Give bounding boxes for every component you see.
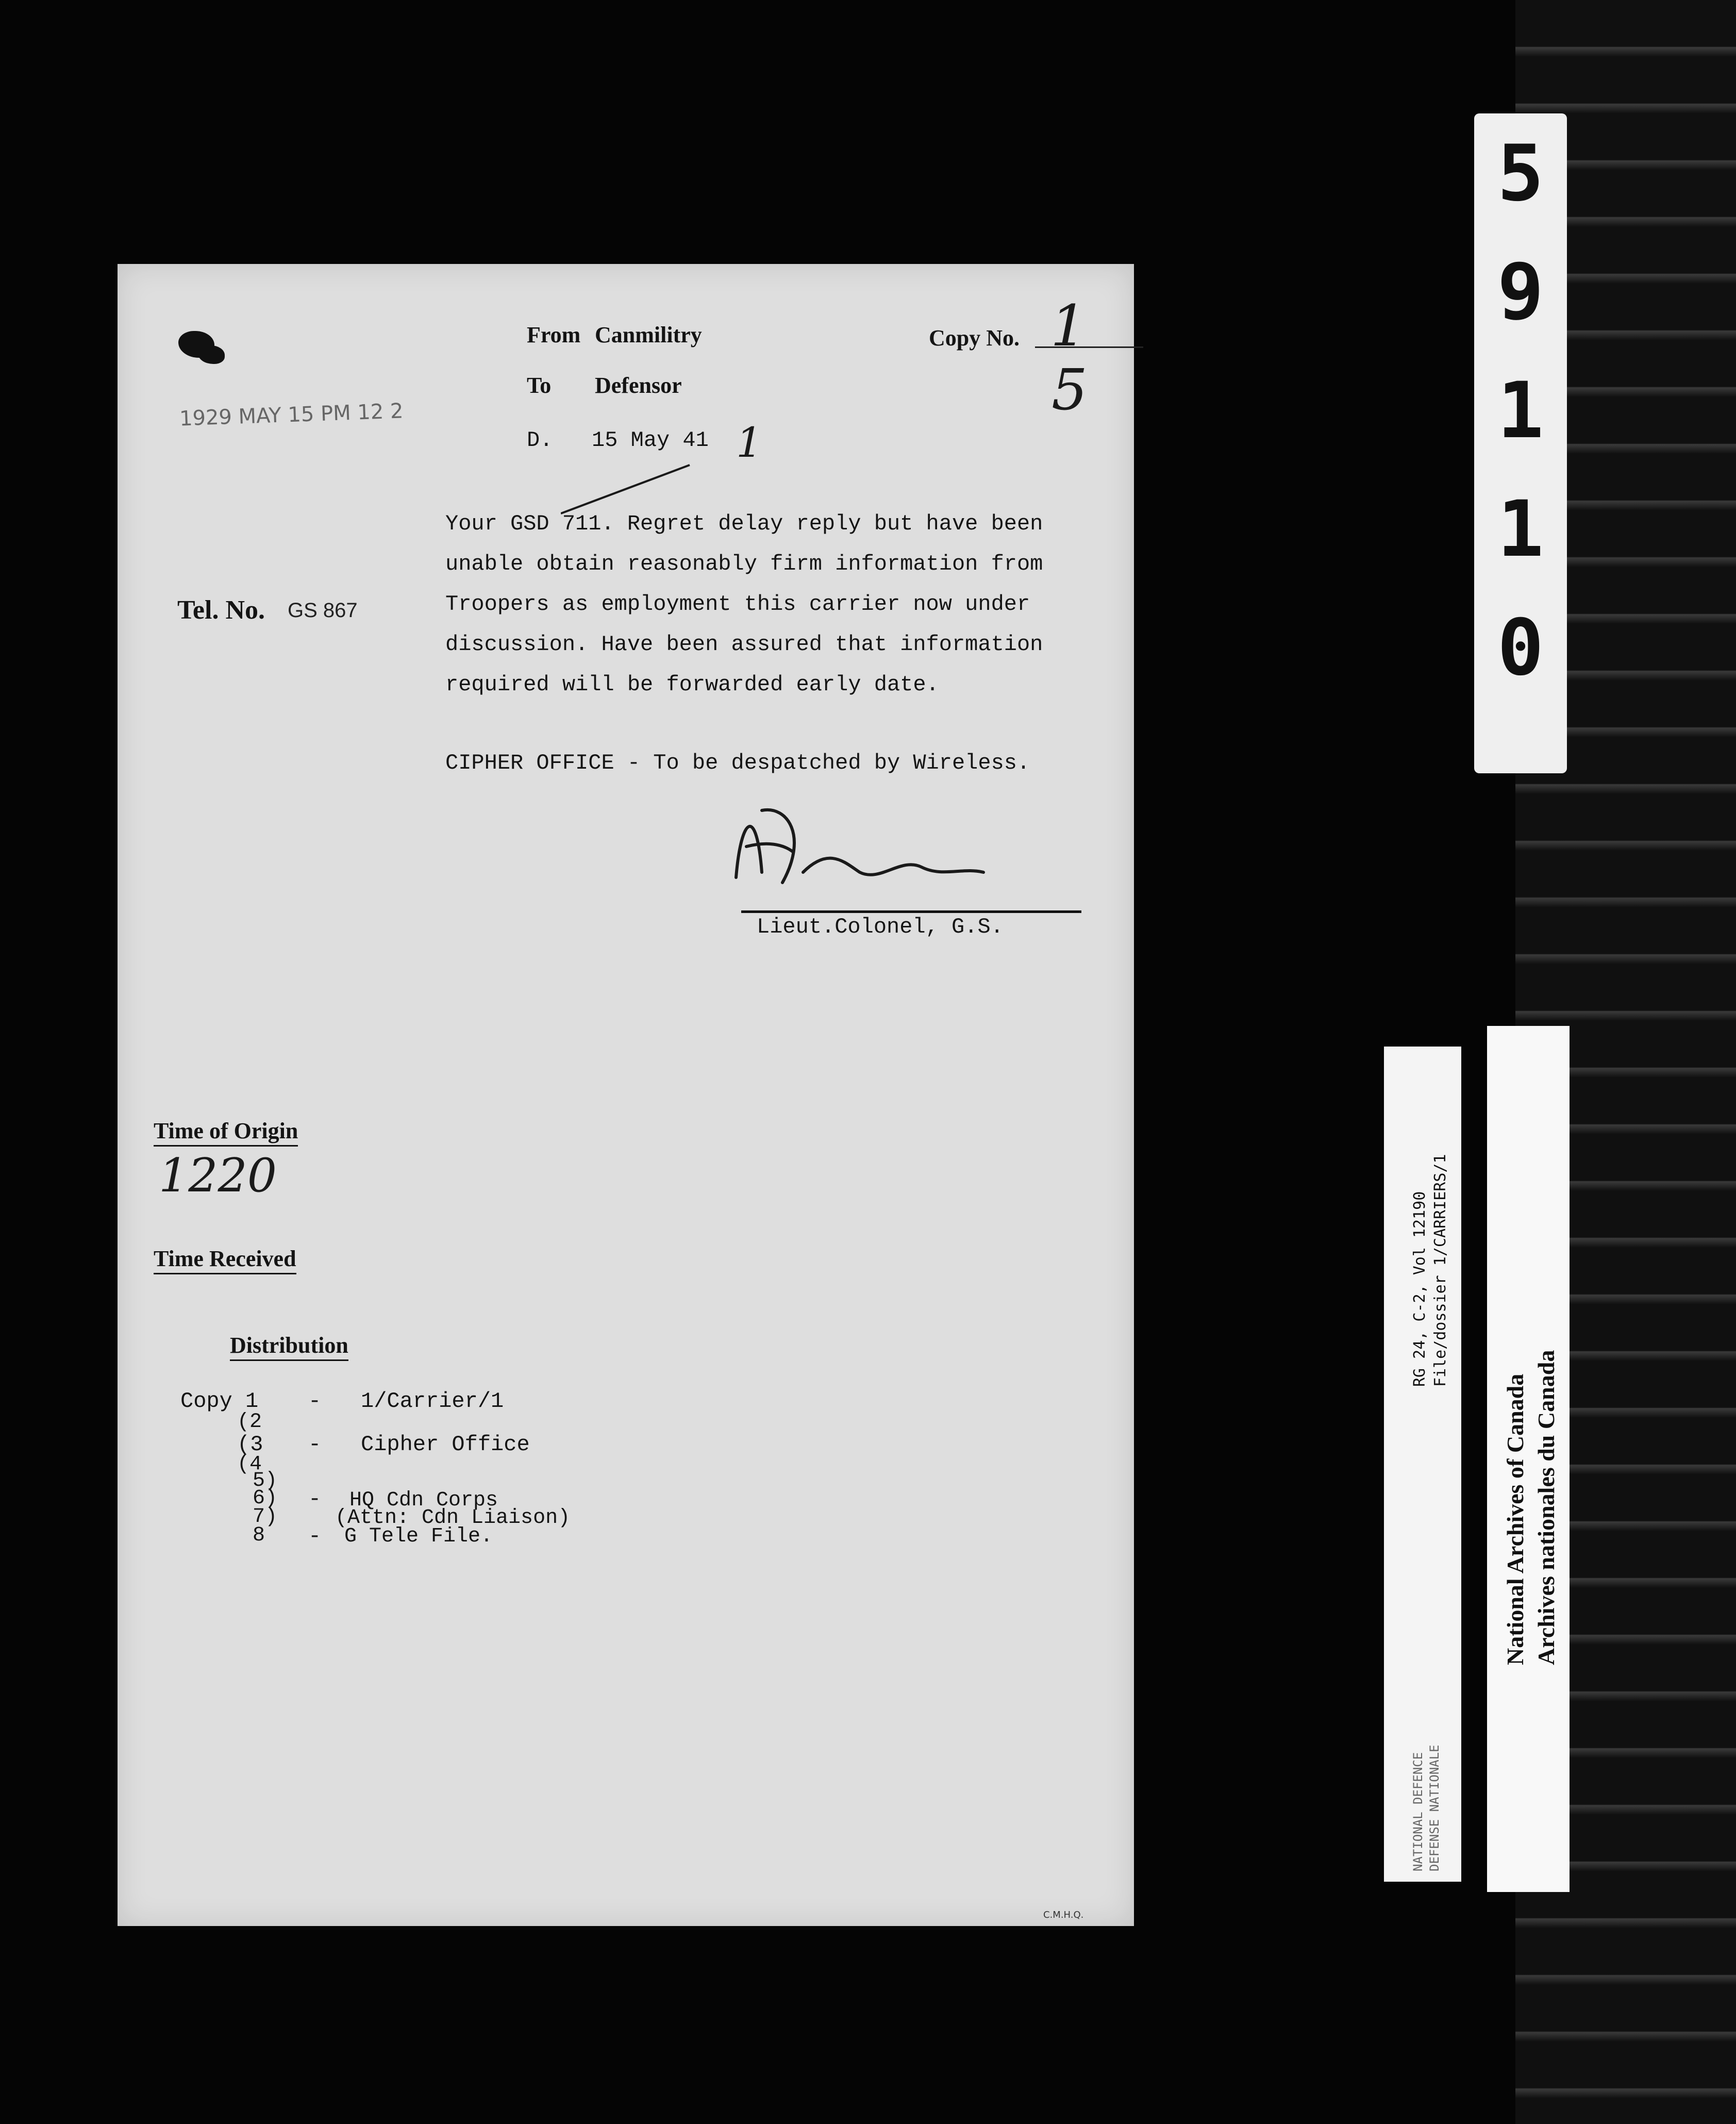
distribution-num: (3 (237, 1432, 263, 1457)
corner-print-mark: C.M.H.Q. (1043, 1910, 1084, 1920)
distribution-dest: (Attn: Cdn Liaison) (335, 1506, 571, 1530)
message-line: discussion. Have been assured that information (445, 632, 1043, 657)
distribution-num: Copy 1 (180, 1389, 259, 1414)
signature-line (741, 910, 1081, 913)
date-value: 15 May 41 (592, 428, 709, 453)
signature (726, 795, 994, 908)
distribution-dest: HQ Cdn Corps (349, 1489, 498, 1512)
message-line: Troopers as employment this carrier now under (445, 592, 1030, 617)
distribution-dash: - (308, 1487, 322, 1512)
distribution-label: Distribution (230, 1332, 348, 1361)
copy-sub-number: 5 (1051, 357, 1088, 423)
ink-blot (198, 345, 225, 364)
distribution-dest: G Tele File. (344, 1525, 493, 1548)
distribution-num: (4 (237, 1453, 262, 1476)
distribution-dash: - (308, 1432, 322, 1457)
distribution-num: 5) (253, 1469, 278, 1492)
tel-value: GS 867 (288, 599, 358, 622)
to-label: To (527, 373, 552, 398)
distribution-dash: - (308, 1389, 322, 1414)
date-handwritten-mark: 1 (736, 419, 762, 467)
distribution-dest: 1/Carrier/1 (361, 1389, 504, 1414)
distribution-num: 8 (253, 1524, 265, 1547)
distribution-dest: Cipher Office (361, 1432, 530, 1457)
national-archives-fr: Archives nationales du Canada (1533, 1350, 1559, 1665)
from-value: Canmilitry (595, 322, 702, 347)
time-of-origin-value: 1220 (159, 1149, 277, 1203)
distribution-num: 6) (253, 1487, 278, 1510)
rg-reference: RG 24, C-2, Vol 12190 (1411, 1191, 1429, 1387)
message-line: Your GSD 711. Regret delay reply but have been (445, 511, 1043, 536)
message-line: unable obtain reasonably firm information from (445, 552, 1043, 576)
national-defence-fr: DEFENSE NATIONALE (1427, 1745, 1442, 1871)
national-defence-en: NATIONAL DEFENCE (1411, 1752, 1425, 1871)
national-defence-label (1384, 1047, 1461, 1882)
national-archives-en: National Archives of Canada (1502, 1373, 1528, 1665)
distribution-num: (2 (237, 1411, 262, 1434)
telegram-document (118, 264, 1134, 1926)
cipher-instruction: CIPHER OFFICE - To be despatched by Wireless. (445, 751, 1030, 775)
time-received-label: Time Received (154, 1246, 296, 1274)
distribution-num: 7) (253, 1505, 278, 1529)
to-value: Defensor (595, 373, 682, 398)
national-archives-label (1487, 1026, 1570, 1892)
tel-label: Tel. No. (177, 595, 265, 625)
time-of-origin-label: Time of Origin (154, 1118, 298, 1147)
message-line: required will be forwarded early date. (445, 672, 939, 697)
copy-label: Copy No. (929, 325, 1020, 351)
frame-number-strip: 5 9 1 1 0 (1474, 113, 1567, 773)
received-date-stamp: 1929 MAY 15 PM 12 2 (179, 399, 404, 431)
pen-stroke (561, 460, 695, 517)
copy-number: 1 (1050, 293, 1087, 359)
file-reference: File/dossier 1/CARRIERS/1 (1431, 1154, 1449, 1387)
date-label: D. (527, 428, 553, 453)
signature-title: Lieut.Colonel, G.S. (757, 915, 1004, 939)
from-label: From (527, 322, 581, 347)
copy-number-underline (1035, 346, 1143, 348)
distribution-dash: - (308, 1524, 322, 1549)
